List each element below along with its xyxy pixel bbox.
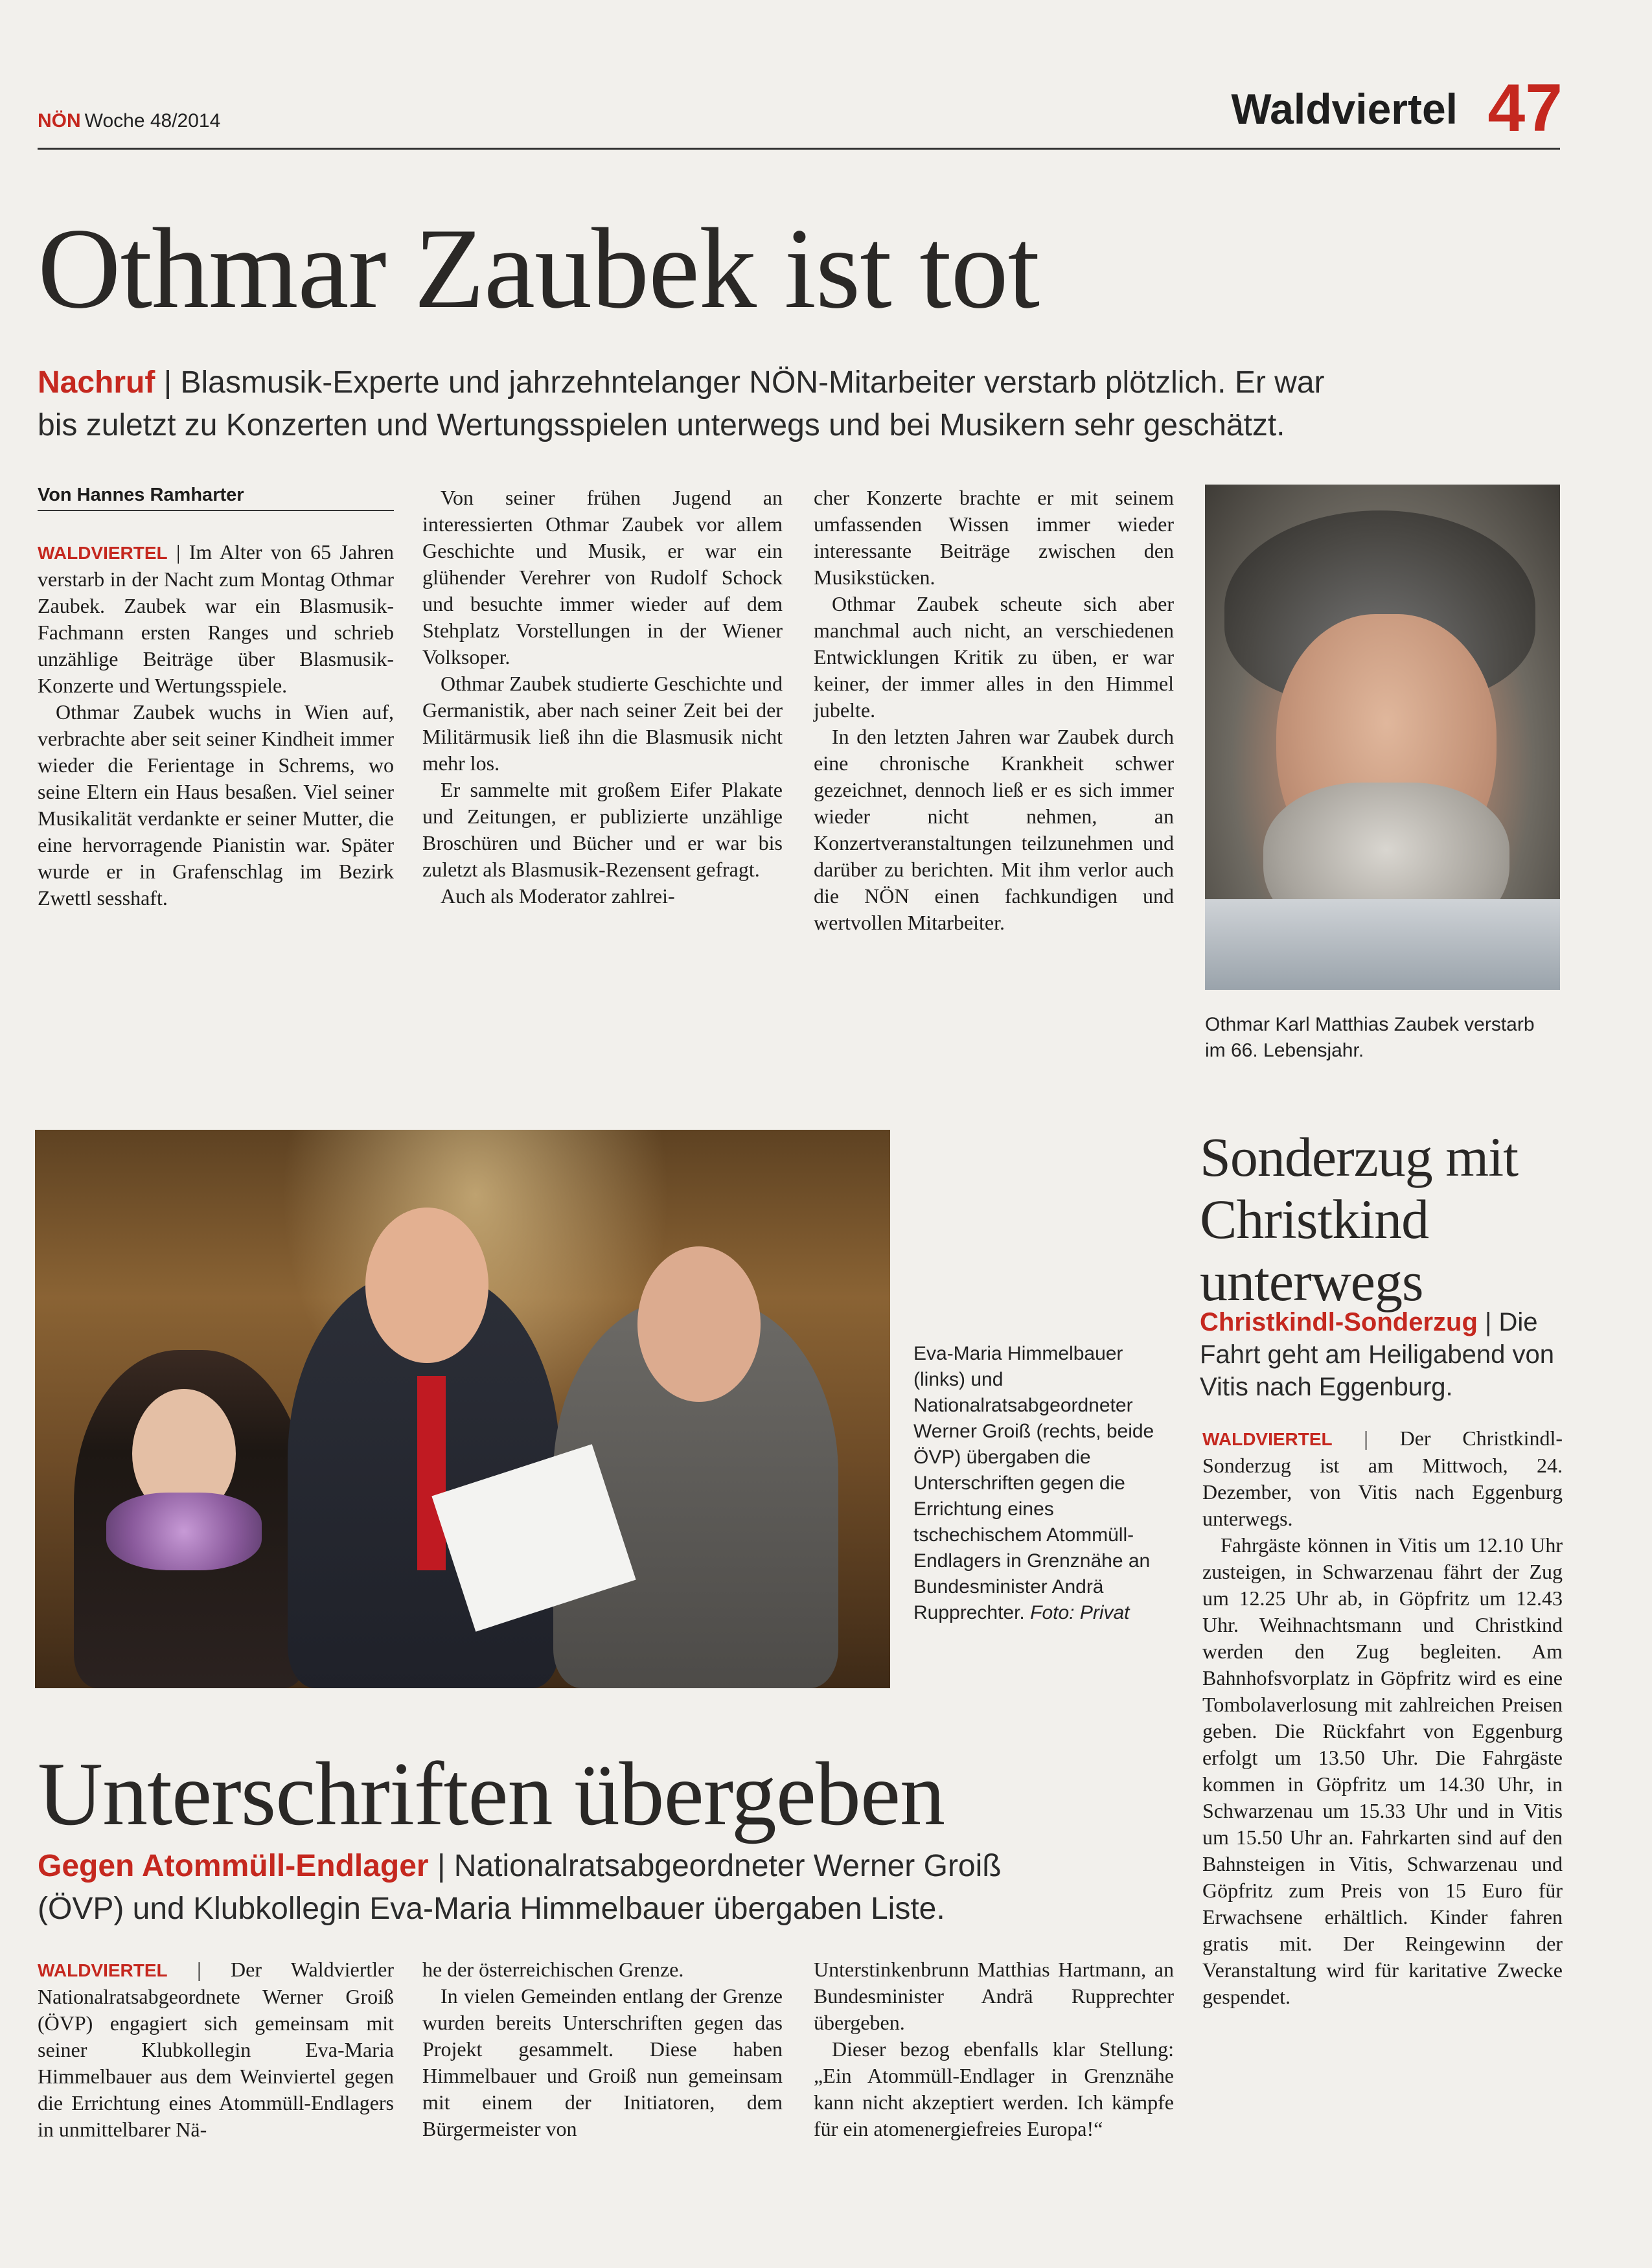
- article1-col1-p2: Othmar Zaubek wuchs in Wien auf, verbrachte aber seit seiner Kindheit immer wieder die Ferientage in Schrems, wo seine Eltern ein Haus besaßen. Viel seiner Musikalität verdankte er seiner Mutter, die eine hervorragende Pianistin war. Später wurde er in Grafenschlag im Bezirk Zwettl sesshaft.: [38, 700, 394, 910]
- article3-column: WALDVIERTEL | Der Christkindl-Sonderzug ist am Mittwoch, 24. Dezember, von Vitis nach Eggenburg unterwegs. Fahrgäste können in Vitis um 12.10 Uhr zusteigen, in Schwarzenau fährt der Zug um 12.25 Uhr ab, in Göpfritz um 12.43 Uhr. Weihnachtsmann und Christkind werden den Zug begleiten. Am Bahnhofsvorplatz in Göpfritz wird es eine Tombolaverlosung mit zahlreichen Preisen geben. Die Rückfahrt von Eggenburg erfolgt um 13.50 Uhr. Die Fahrgäste kommen in Göpfritz um 14.30 Uhr, in Schwarzenau um 15.33 Uhr und in Vitis um 15.50 Uhr an. Fahrkarten sind auf den Bahnsteigen in Vitis, Schwarzenau und Göpfritz zum Preis von 15 Euro für Erwachsene erhältlich. Kinder fahren gratis mit. Der Reingewinn der Veranstaltung wird für karitative Zwecke gespendet.: [1202, 1425, 1563, 2010]
- article1-column-2: [422, 485, 783, 910]
- article1-column-1: WALDVIERTEL | Im Alter von 65 Jahren verstarb in der Nacht zum Montag Othmar Zaubek. Zaubek war ein Blasmusik-Fachmann ersten Ranges und schrieb unzählige Beiträge über Blasmusik-Konzerte und Wertungsspiele. Othmar Zaubek wuchs in Wien auf, verbrachte aber seit seiner Kindheit immer wieder die Ferientage in Schrems, wo seine Eltern ein Haus besaßen. Viel seiner Musikalität verdankte er seiner Mutter, die eine hervorragende Pianistin war. Später wurde er in Grafenschlag im Bezirk Zwettl sesshaft.: [38, 539, 394, 911]
- portrait-caption: Othmar Karl Matthias Zaubek verstarb im 66. Lebensjahr.: [1205, 1014, 1535, 1061]
- article1-col2-p3: Er sammelte mit großem Eifer Plakate und Zeitungen, er publizierte unzählige Broschüren und Bücher und er war bis zuletzt als Blasmusik-Rezensent gefragt.: [422, 778, 783, 881]
- article1-col3-p2: Othmar Zaubek scheute sich aber manchmal auch nicht, an verschiedenen Entwicklungen Kritik zu üben, er war keiner, der immer alles in den Himmel jubelte.: [814, 592, 1174, 722]
- brand-logo: NÖN: [38, 110, 81, 132]
- article1-byline: Von Hannes Ramharter: [38, 485, 394, 511]
- section-title: Waldviertel: [1231, 85, 1458, 133]
- article2-deck-line1: Nationalratsabgeordneter Werner Groiß: [453, 1849, 1002, 1883]
- article1-col2-p1: Von seiner frühen Jugend an interessierten Othmar Zaubek vor allem Geschichte und Musik, er war ein glühender Verehrer von Rudolf Schock und besuchte immer wieder auf dem Stehplatz Vorstellungen in der Wiener Volksoper.: [422, 486, 783, 669]
- article1-kicker: Nachruf: [38, 365, 155, 400]
- article1-column-3: [814, 485, 1174, 936]
- article1-col3-p3: In den letzten Jahren war Zaubek durch eine chronische Krankheit schwer gezeichnet, dennoch ließ er es sich immer wieder nicht nehmen, an Konzertveranstaltungen teilzunehmen und darüber zu berichten. Mit ihm verlor auch die NÖN einen fachkundigen und wertvollen Mitarbeiter.: [814, 725, 1174, 934]
- article1-location: WALDVIERTEL: [38, 543, 168, 563]
- portrait-photo: [1205, 485, 1560, 990]
- article3-headline: Sonderzug mit Christkind unterwegs: [1200, 1126, 1518, 1312]
- article1-col2-p4: Auch als Moderator zahlrei-: [441, 884, 675, 908]
- article1-headline: Othmar Zaubek ist tot: [38, 204, 1040, 332]
- photo-credit: Foto: Privat: [1030, 1602, 1130, 1623]
- article2-kicker: Gegen Atommüll-Endlager: [38, 1849, 429, 1883]
- article3-kicker: Christkindl-Sonderzug: [1200, 1308, 1478, 1336]
- page-number: 47: [1487, 71, 1563, 146]
- article2-col3-p2: Dieser bezog ebenfalls klar Stellung: „Ein Atommüll-Endlager in Grenznähe kann nicht akzeptiert werden. Ich kämpfe für ein atomenergiefreies Europa!“: [814, 2037, 1174, 2140]
- article1-deck-line2: bis zuletzt zu Konzerten und Wertungsspielen unterwegs und bei Musikern sehr geschätzt.: [38, 408, 1285, 442]
- group-photo-caption-text: Eva-Maria Himmelbauer (links) und Nationalratsabgeordneter Werner Groiß (rechts, beide ÖVP) übergaben die Unterschriften gegen die Errichtung eines tschechischem Atommüll-Endlagers in Grenznähe an Bundesminister Andrä Rupprechter.: [913, 1343, 1154, 1623]
- article2-deck-line2: (ÖVP) und Klubkollegin Eva-Maria Himmelbauer übergaben Liste.: [38, 1892, 945, 1926]
- article2-col1: Der Waldviertler Nationalratsabgeordnete Werner Groiß (ÖVP) engagiert sich gemeinsam mit seiner Klubkollegin Eva-Maria Himmelbauer aus dem Weinviertel gegen die Errichtung eines Atommüll-Endlagers in unmittelbarer Nä-: [38, 1958, 394, 2141]
- article3-deck: Christkindl-Sonderzug | Die Fahrt geht am Heiligabend von Vitis nach Eggenburg.: [1200, 1308, 1554, 1401]
- article1-deck-line1: Blasmusik-Experte und jahrzehntelanger NÖN-Mitarbeiter verstarb plötzlich. Er war: [180, 365, 1325, 400]
- page-header-issue: [38, 110, 220, 132]
- article1-col3-p1: cher Konzerte brachte er mit seinem umfassenden Wissen immer wieder interessante Beiträge zwischen den Musikstücken.: [814, 486, 1174, 589]
- article2-deck: Gegen Atommüll-Endlager | Nationalratsabgeordneter Werner Groiß (ÖVP) und Klubkollegin Eva-Maria Himmelbauer übergaben Liste.: [38, 1845, 1178, 1930]
- group-photo: [35, 1130, 890, 1688]
- article2-col3-p1: Unterstinkenbrunn Matthias Hartmann, an Bundesminister Andrä Rupprechter übergeben.: [814, 1958, 1174, 2034]
- header-rule: [38, 148, 1560, 150]
- article1-col1-p1: Im Alter von 65 Jahren verstarb in der Nacht zum Montag Othmar Zaubek. Zaubek war ein Blasmusik-Fachmann ersten Ranges und schrieb unzählige Beiträge über Blasmusik-Konzerte und Wertungsspiele.: [38, 540, 394, 697]
- article3-p2: Fahrgäste können in Vitis um 12.10 Uhr zusteigen, in Schwarzenau fährt der Zug um 12.25 Uhr ab, in Göpfritz um 12.43 Uhr. Weihnachtsmann und Christkind werden den Zug begleiten. Am Bahnhofsvorplatz in Göpfritz wird es eine Tombolaverlosung mit zahlreichen Preisen geben. Die Rückfahrt von Eggenburg erfolgt um 13.50 Uhr. Die Fahrgäste kommen in Göpfritz um 14.30 Uhr, in Schwarzenau um 15.33 Uhr und in Vitis um 15.50 Uhr an. Fahrkarten sind auf den Bahnsteigen in Vitis, Schwarzenau und Göpfritz zum Preis von 15 Euro für Erwachsene erhältlich. Kinder fahren gratis mit. Der Reingewinn der Veranstaltung wird für karitative Zwecke gespendet.: [1202, 1533, 1563, 2008]
- article3-p1: Der Christkindl-Sonderzug ist am Mittwoch, 24. Dezember, von Vitis nach Eggenburg unterwegs.: [1202, 1426, 1563, 1530]
- article2-col2-p1: he der österreichischen Grenze.: [422, 1958, 684, 1981]
- article1-col2-p2: Othmar Zaubek studierte Geschichte und Germanistik, aber nach seiner Zeit bei der Militärmusik ließ ihn die Blasmusik nicht mehr los.: [422, 672, 783, 775]
- article3-deck-text: Die Fahrt geht am Heiligabend von Vitis nach Eggenburg.: [1200, 1308, 1554, 1401]
- article2-col2-p2: In vielen Gemeinden entlang der Grenze wurden bereits Unterschriften gegen das Projekt gesammelt. Diese haben Himmelbauer und Groiß nun gemeinsam mit einem der Initiatoren, dem Bürgermeister von: [422, 1984, 783, 2140]
- article2-column-3: [814, 1956, 1174, 2142]
- article3-location: WALDVIERTEL: [1202, 1429, 1333, 1449]
- issue-label: Woche 48/2014: [84, 110, 221, 132]
- group-photo-caption: [913, 1341, 1173, 1626]
- article2-column-2: [422, 1956, 783, 2142]
- article2-headline: Unterschriften übergeben: [38, 1744, 945, 1844]
- article2-column-1: WALDVIERTEL | Der Waldviertler Nationalratsabgeordnete Werner Groiß (ÖVP) engagiert sich gemeinsam mit seiner Klubkollegin Eva-Maria Himmelbauer aus dem Weinviertel gegen die Errichtung eines Atommüll-Endlagers in unmittelbarer Nä-: [38, 1958, 394, 2141]
- article2-location: WALDVIERTEL: [38, 1960, 168, 1980]
- article1-deck: Nachruf | Blasmusik-Experte und jahrzehntelanger NÖN-Mitarbeiter verstarb plötzlich. Er war bis zuletzt zu Konzerten und Wertungsspielen unterwegs und bei Musikern sehr geschätzt.: [38, 361, 1566, 447]
